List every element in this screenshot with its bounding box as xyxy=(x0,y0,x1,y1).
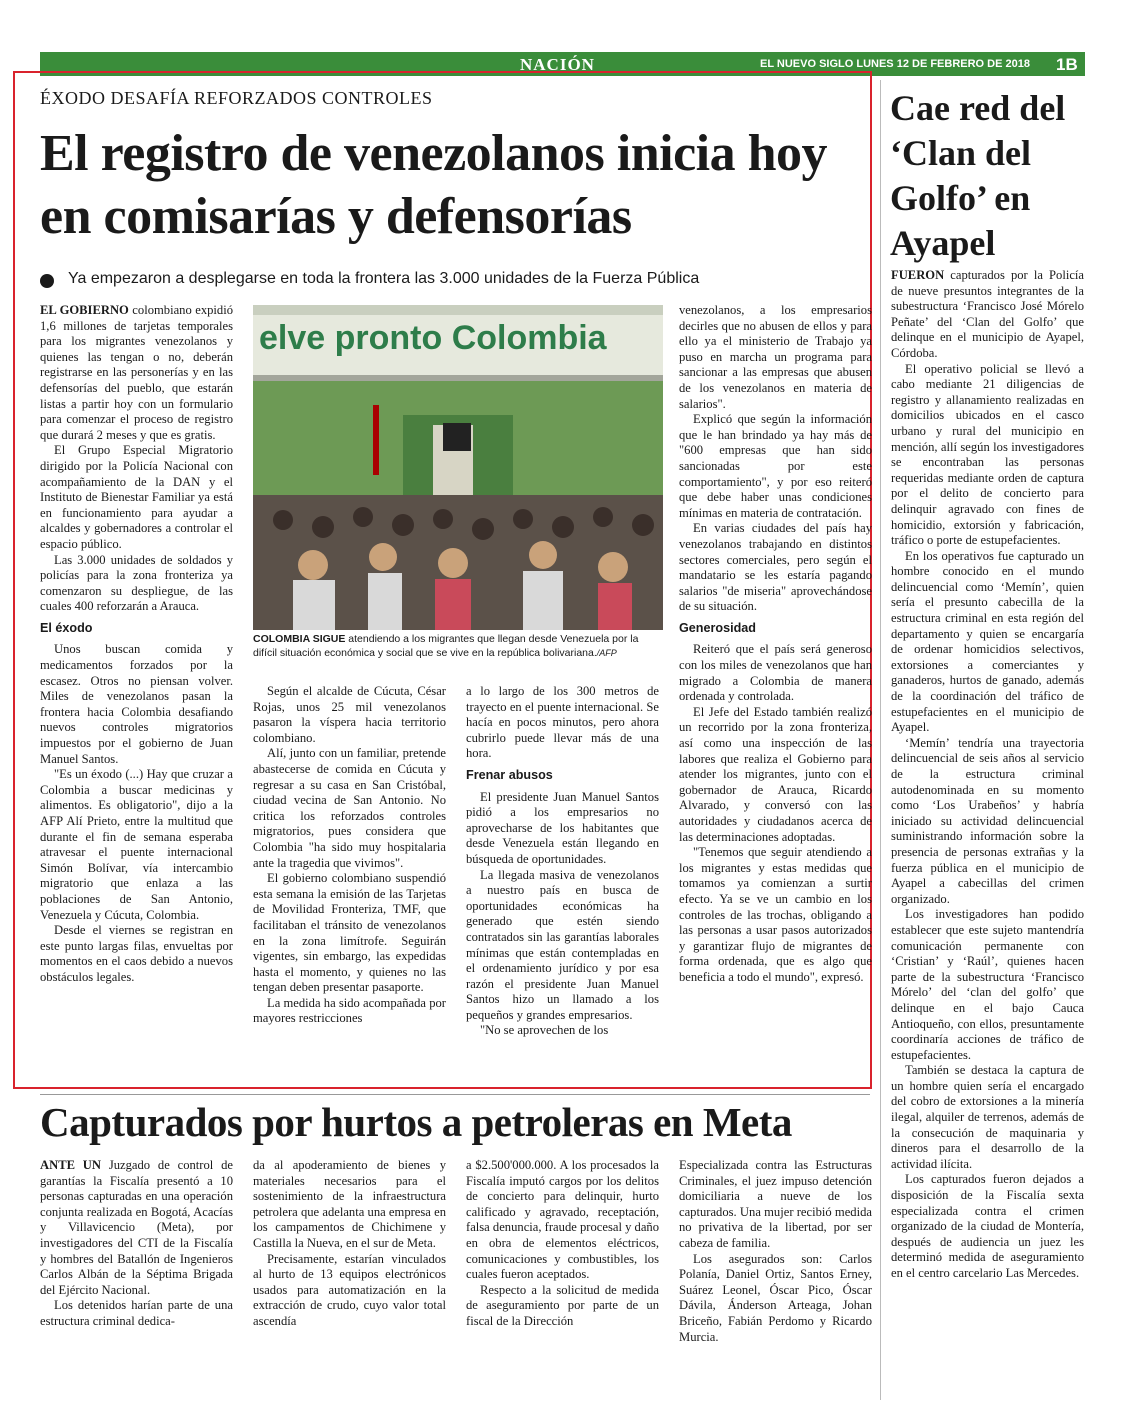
photo-credit: /AFP xyxy=(596,647,617,658)
paragraph: El operativo policial se llevó a cabo mediante 21 diligencias de registro y allanamiento realizadas en domicilios ubicados en el casco urbano y rural del municipio en mención, allí según los investigadores se encontraban las personas requeridas mediante orden de captura por el delito de concierto para delinquir agravado con fines de homicidio, extorsión y fabricación, tráfico o porte de estupefacientes. xyxy=(891,361,1084,548)
main-column-2 xyxy=(253,684,446,1073)
paragraph: Alí, junto con un familiar, pretende abastecerse de comida en Cúcuta y regresar a su casa en San Cristóbal, ciudad vecina de San Antonio. No critica los reforzados controles migratorios, pues considera que Colombia "ha sido muy hospitalaria ante la tragedia que vivimos". xyxy=(253,746,446,870)
bottom-column-3 xyxy=(466,1158,659,1358)
lead-words: EL GOBIERNO xyxy=(40,303,129,317)
bottom-column-2 xyxy=(253,1158,446,1358)
paragraph: En varias ciudades del país hay venezolanos trabajando en distintos sectores comerciales, pero según el mandatario se les estaría pagando salarios "de miseria" aprovechándose de su situación. xyxy=(679,521,872,614)
paragraph: ANTE UN Juzgado de control de garantías la Fiscalía presentó a 10 personas capturadas en una operación conjunta realizada en Bogotá, Acacías y Villavicencio (Meta), por investigadores del CTI de la Fiscalía y hombres del Batallón de Ingenieros Carlos Albán de la Séptima Brigada del Ejército Nacional. xyxy=(40,1158,233,1297)
dateline: EL NUEVO SIGLO LUNES 12 DE FEBRERO DE 2018 xyxy=(760,58,1030,70)
bullet-icon xyxy=(40,274,54,288)
paragraph: Los investigadores han podido establecer que este sujeto mantendría comunicación permanente con ‘Cristian’ y ‘Raúl’, quienes hacen parte de la subestructura ‘Francisco Mórelo’ del ‘clan del golfo’ que delinque en el bajo Cauca Antioqueño, con ellos, presuntamente coordinaría acciones de tráfico de estupefacientes. xyxy=(891,907,1084,1062)
paragraph: Precisamente, estarían vinculados al hurto de 13 equipos electrónicos usados para automatización en la extracción de crudo, cuyo valor total ascendía xyxy=(253,1251,446,1328)
paragraph: Según el alcalde de Cúcuta, César Rojas, unos 25 mil venezolanos pasaron la víspera hacia territorio colombiano. xyxy=(253,684,446,745)
paragraph: a lo largo de los 300 metros de trayecto en el puente internacional. Se hacía en pocos minutos, pero ahora cubrirlo puede llevar más de una hora. xyxy=(466,684,659,761)
paragraph: Reiteró que el país será generoso con los miles de venezolanos que han migrado a Colombia de manera ordenada y controlada. xyxy=(679,642,872,704)
paragraph: Los asegurados son: Carlos Polanía, Daniel Ortiz, Santos Erney, Suárez Leonel, Óscar Pico, Óscar Dávila, Ánderson Arteaga, Johan Briceño, Fabián Perdomo y Ricardo Murcia. xyxy=(679,1251,872,1344)
paragraph: El presidente Juan Manuel Santos pidió a los empresarios no aprovecharse de los habitantes que desde Venezuela están llegando en búsqueda de oportunidades. xyxy=(466,789,659,866)
paragraph: El Jefe del Estado también realizó un recorrido por la zona fronteriza, así como una inspección de las labores que realiza el Gobierno para atender los migrantes, junto con el gobernador de Arauca, Ricardo Alvarado, y conversó con las autoridades y ciudadanos acerca de las determinaciones adoptadas. xyxy=(679,704,872,844)
paragraph: Unos buscan comida y medicamentos forzados por la escasez. Otros no piensan volver. Miles de venezolanos pasan la frontera hacia Colombia desafiando nuevos controles migratorios impuestos por el gobierno de Juan Manuel Santos. xyxy=(40,642,233,766)
subhead: Frenar abusos xyxy=(466,767,553,782)
main-column-4 xyxy=(679,303,872,1073)
paragraph: Los detenidos harían parte de una estructura criminal dedica- xyxy=(40,1298,233,1328)
side-column xyxy=(891,268,1084,1353)
main-deck: Ya empezaron a desplegarse en toda la frontera las 3.000 unidades de la Fuerza Pública xyxy=(68,270,700,287)
bottom-column-4 xyxy=(679,1158,872,1358)
paragraph: El gobierno colombiano suspendió esta semana la emisión de las Tarjetas de Movilidad Fronteriza, TMF, que facilitaban el tránsito de venezolanos en la zona limítrofe. Seguirán vigentes, sin embargo, las expedidas hasta el momento, y quienes no las tengan deben presentar pasaporte. xyxy=(253,871,446,995)
caption-text: atendiendo a los migrantes que llegan desde Venezuela por la difícil situación económica y social que se vive en la república bolivariana. xyxy=(253,633,639,659)
paragraph: Desde el viernes se registran en este punto largas filas, envueltas por momentos en el caos debido a nuevos obstáculos legales. xyxy=(40,923,233,984)
story-divider xyxy=(40,1094,870,1095)
paragraph: "Es un éxodo (...) Hay que cruzar a Colombia a buscar medicinas y alimentos. Es obligatorio", dijo a la AFP Alí Prieto, entre la multitud que durante el fin de semana esperaba atravesar el puente internacional Simón Bolívar, vía intercambio migratorio que enlaza a las poblaciones de San Antonio, Venezuela y Cúcuta, Colombia. xyxy=(40,767,233,922)
paragraph: Respecto a la solicitud de medida de aseguramiento por parte de un fiscal de la Dirección xyxy=(466,1282,659,1328)
photo-illustration xyxy=(253,305,663,630)
paragraph: FUERON capturados por la Policía de nueve presuntos integrantes de la subestructura ‘Francisco José Mórelo Peñate’ del ‘Clan del Golfo’ que delinque en el municipio de Ayapel, Córdoba. xyxy=(891,268,1084,360)
side-headline: Cae red del ‘Clan del Golfo’ en Ayapel xyxy=(890,88,1066,263)
news-photo xyxy=(253,305,663,630)
paragraph: da al apoderamiento de bienes y materiales necesarios para el sostenimiento de la infraestructura petrolera que adelanta una empresa en los campamentos de Chichimene y Castilla la Nueva, en el sur de Meta. xyxy=(253,1158,446,1250)
section-name: NACIÓN xyxy=(520,55,595,74)
caption-lead: COLOMBIA SIGUE xyxy=(253,633,346,645)
column-divider xyxy=(880,80,881,1400)
paragraph: Las 3.000 unidades de soldados y policías para la zona fronteriza ya comenzaron su despliegue, de las cuales 400 reforzarán a Arauca. xyxy=(40,552,233,614)
paragraph: ‘Memín’ tendría una trayectoria delincuencial de seis años al servicio de la estructura criminal autodenominada en su momento como ‘Los Urabeños’ y habría iniciado su actividad delincuencial suministrando información sobre la presencia de personas extrañas y la fuerza pública en el municipio de Ayapel a cabecillas del crimen organizado. xyxy=(891,735,1084,906)
paragraph: "Tenemos que seguir atendiendo a los migrantes y estas medidas que tomamos ya comienzan a surtir efecto. Ya se ve un cambio en los controles de las trochas, obligando a las personas a usar pasos autorizados y garantizar flujo de migrantes de forma ordenada, que es algo que beneficia a todo el mundo", expresó. xyxy=(679,845,872,984)
paragraph: a $2.500'000.000. A los procesados la Fiscalía imputó cargos por los delitos de concierto para delinquir, hurto calificado y agravado, receptación, falsa denuncia, fraude procesal y daño en obra de elementos eléctricos, comunicaciones y combustibles, los cuales fueron aceptados. xyxy=(466,1158,659,1282)
paragraph: Los capturados fueron dejados a disposición de la Fiscalía sexta especializada contra el crimen organizado de la ciudad de Montería, después de audiencia un juez les determinó medida de aseguramiento en el centro carcelario Las Mercedes. xyxy=(891,1172,1084,1280)
paragraph: venezolanos, a los empresarios decirles que no abusen de ellos y para ello ya el ministerio de Trabajo ya puso en marcha un programa para sancionar a las empresas que abusen de los venezolanos en materia de salarios". xyxy=(679,303,872,411)
paragraph: Explicó que según la información que le han brindado ya hay más de "600 empresas que han sido sancionadas por este comportamiento", y por eso reiteró que debe haber unas condiciones mínimas en materia de contratación. xyxy=(679,412,872,520)
lead-words: ANTE UN xyxy=(40,1158,101,1172)
subhead: El éxodo xyxy=(40,620,93,635)
bottom-column-1 xyxy=(40,1158,233,1358)
paragraph: En los operativos fue capturado un hombre conocido en el mundo delincuencial como ‘Memín’, quien sería el presunto cabecilla de la estructura criminal en esta región del departamento y quien se encargaría de ordenar homicidios selectivos, extorsiones a comerciantes y ganaderos, hurtos de ganado, además de la coordinación del tráfico de estupefacientes en el municipio de Ayapel. xyxy=(891,548,1084,735)
photo-sign-text: elve pronto Colombia xyxy=(259,319,607,357)
paragraph: También se destaca la captura de un hombre quien sería el encargado del cobro de extorsiones a la minería ilegal, alquiler de terrenos, además de la consecución de maquinaria y dineros para el desarrollo de la actividad ilícita. xyxy=(891,1063,1084,1171)
main-headline: El registro de venezolanos inicia hoy en comisarías y defensorías xyxy=(40,125,828,245)
main-column-3 xyxy=(466,684,659,1073)
photo-caption xyxy=(253,633,661,660)
bottom-headline: Capturados por hurtos a petroleras en Meta xyxy=(40,1099,792,1145)
paragraph: La llegada masiva de venezolanos a nuestro país en busca de oportunidades económicas ha generado que estén siendo contratados sin las garantías laborales mínimas que están contempladas en el ordenamiento jurídico y por esa razón el presidente Juan Manuel Santos hizo un llamado a los pequeños y grandes empresarios. xyxy=(466,867,659,1022)
paragraph: El Grupo Especial Migratorio dirigido por la Policía Nacional con acompañamiento de la DAN y el Instituto de Bienestar Familiar ya está en funcionamiento para ayudar a alcaldes y gobernadores a controlar el espacio público. xyxy=(40,443,233,551)
paragraph: Especializada contra las Estructuras Criminales, el juez impuso detención domiciliaria a nueve de los capturados. Una mujer recibió medida no privativa de la libertad, por ser cabeza de familia. xyxy=(679,1158,872,1250)
paragraph: EL GOBIERNO colombiano expidió 1,6 millones de tarjetas temporales para los migrantes venezolanos y quienes las tengan o no, deberán registrarse en las personerías y en las defensorías del pueblo, que estarán listas a partir hoy con un formulario para comenzar el proceso de registro que durará 2 meses y que es gratis. xyxy=(40,303,233,442)
main-column-1 xyxy=(40,303,233,1073)
main-kicker: ÉXODO DESAFÍA REFORZADOS CONTROLES xyxy=(40,88,433,108)
paragraph: "No se aprovechen de los xyxy=(480,1023,609,1038)
page-number: 1B xyxy=(1056,55,1078,74)
paragraph: La medida ha sido acompañada por mayores restricciones xyxy=(253,995,446,1026)
lead-words: FUERON xyxy=(891,268,945,282)
subhead: Generosidad xyxy=(679,620,756,635)
